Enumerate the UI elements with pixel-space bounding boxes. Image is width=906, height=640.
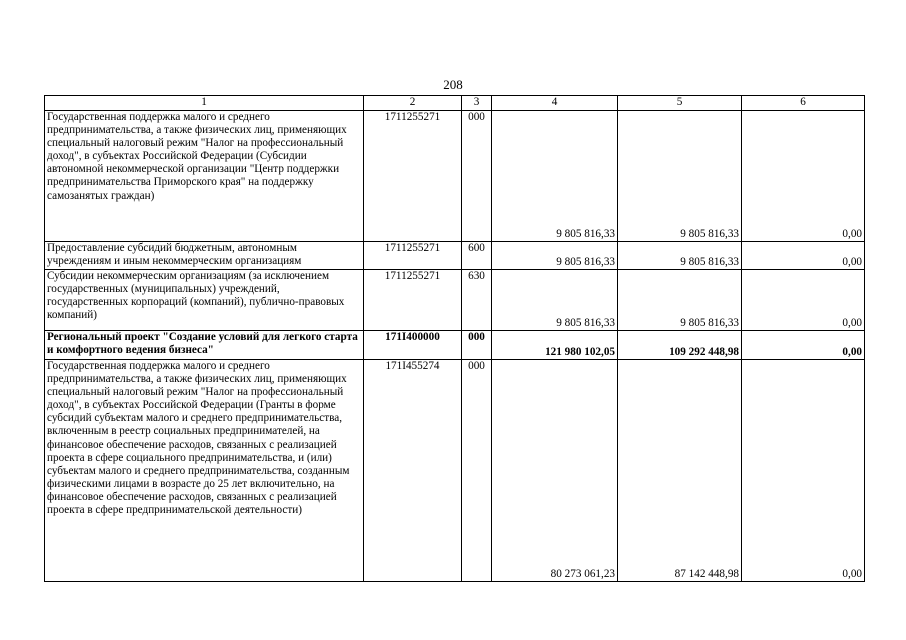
row-col6-cell: 0,00 <box>742 360 865 582</box>
row-type-cell: 630 <box>462 270 492 331</box>
row-col5-cell: 109 292 448,98 <box>618 331 742 360</box>
row-col5-cell: 87 142 448,98 <box>618 360 742 582</box>
row-name-cell: Государственная поддержка малого и среднего предпринимательства, а также физических лиц, применяющих специальный налоговый режим "Налог на профессиональный доход", в субъектах Российской Федерации (Субсидии автономной некоммерческой организации "Центр поддержки предпринимательства Приморского края" на поддержку самозанятых граждан) <box>45 111 364 242</box>
row-col4-cell: 121 980 102,05 <box>492 331 618 360</box>
column-header: 3 <box>462 96 492 111</box>
row-type-cell: 600 <box>462 242 492 270</box>
row-col6-cell: 0,00 <box>742 242 865 270</box>
row-code-cell: 1711255271 <box>364 242 462 270</box>
table-row <box>45 242 865 270</box>
row-col6-cell: 0,00 <box>742 270 865 331</box>
row-code-cell: 1711255271 <box>364 270 462 331</box>
column-header: 5 <box>618 96 742 111</box>
row-code-cell: 171I400000 <box>364 331 462 360</box>
column-header: 6 <box>742 96 865 111</box>
row-col5-cell: 9 805 816,33 <box>618 242 742 270</box>
row-col6-cell: 0,00 <box>742 331 865 360</box>
row-type-cell: 000 <box>462 360 492 582</box>
column-header: 2 <box>364 96 462 111</box>
page-number: 208 <box>443 77 463 92</box>
row-code-cell: 1711255271 <box>364 111 462 242</box>
row-type-cell: 000 <box>462 111 492 242</box>
row-col4-cell: 80 273 061,23 <box>492 360 618 582</box>
row-name-cell: Субсидии некоммерческим организациям (за исключением государственных (муниципальных) учреждений, государственных корпораций (компаний), публично-правовых компаний) <box>45 270 364 331</box>
row-col5-cell: 9 805 816,33 <box>618 270 742 331</box>
row-name-cell: Предоставление субсидий бюджетным, автономным учреждениям и иным некоммерческим организациям <box>45 242 364 270</box>
table-row <box>45 360 865 582</box>
row-code-cell: 171I455274 <box>364 360 462 582</box>
column-header: 1 <box>45 96 364 111</box>
row-col4-cell: 9 805 816,33 <box>492 111 618 242</box>
budget-table <box>44 95 865 582</box>
row-name-cell: Региональный проект "Создание условий для легкого старта и комфортного ведения бизнеса" <box>45 331 364 360</box>
row-col5-cell: 9 805 816,33 <box>618 111 742 242</box>
row-name-cell: Государственная поддержка малого и среднего предпринимательства, а также физических лиц, применяющих специальный налоговый режим "Налог на профессиональный доход", в субъектах Российской Федерации (Гранты в форме субсидий субъектам малого и среднего предпринимательства, включенным в реестр социальных предпринимателей, на финансовое обеспечение расходов, связанных с реализацией проекта в сфере социального предпринимательства, и (или) субъектам малого и среднего предпринимательства, созданным физическими лицами в возрасте до 25 лет включительно, на финансовое обеспечение расходов, связанных с реализацией проекта в сфере предпринимательской деятельности) <box>45 360 364 582</box>
table-row <box>45 331 865 360</box>
row-col4-cell: 9 805 816,33 <box>492 270 618 331</box>
table-header-row <box>45 96 865 111</box>
row-col6-cell: 0,00 <box>742 111 865 242</box>
table-row <box>45 111 865 242</box>
row-type-cell: 000 <box>462 331 492 360</box>
row-col4-cell: 9 805 816,33 <box>492 242 618 270</box>
column-header: 4 <box>492 96 618 111</box>
table-row <box>45 270 865 331</box>
